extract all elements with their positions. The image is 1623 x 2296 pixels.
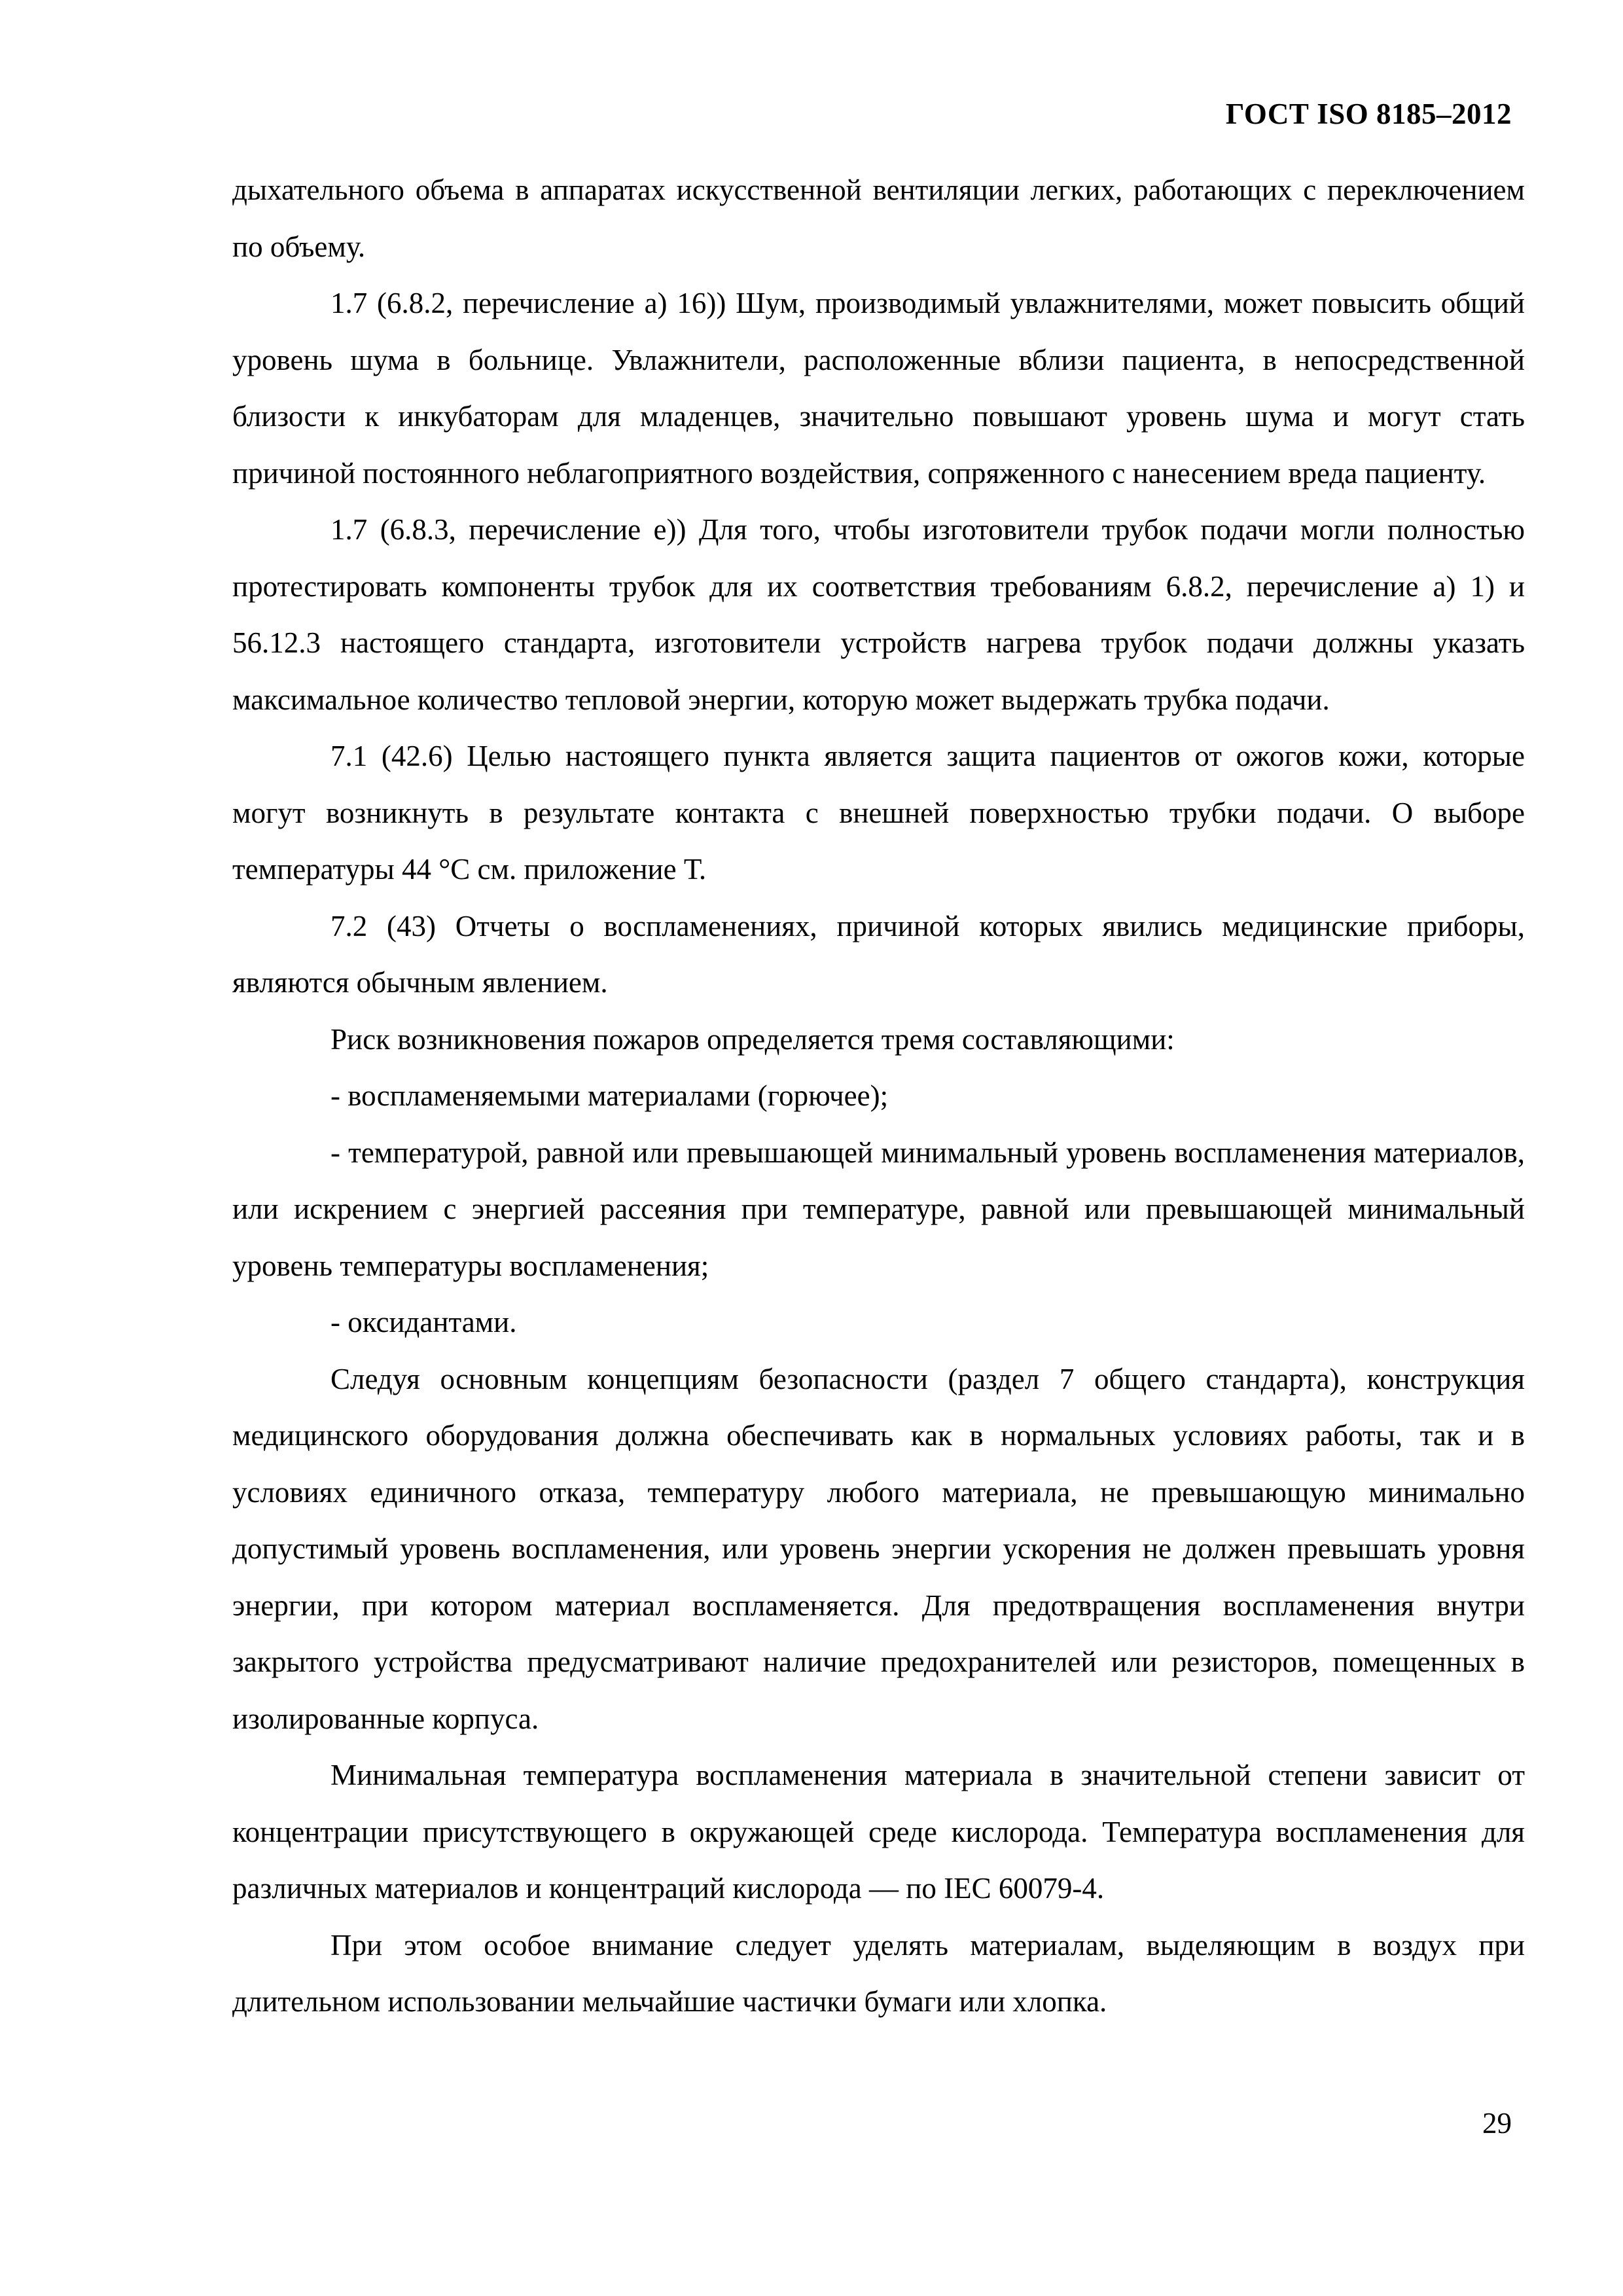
list-item-flammable: - воспламеняемыми материалами (горючее); bbox=[330, 1079, 889, 1112]
paragraph-safety-concepts: Следуя основным концепциям безопасности (раздел 7 общего стандарта), конструкция медицинского оборудования должна обеспечивать как в нормальных условиях работы, так и в условиях единичного отказа, температуру любого материала, не превышающую минимально допустимый уровень воспламенения, или уровень энергии ускорения не должен превышать уровня энергии, при котором материал воспламеняется. Для предотвращения воспламенения внутри закрытого устройства предусматривают наличие предохранителей или резисторов, помещенных в изолированные корпуса. bbox=[232, 1362, 1525, 1735]
paragraph-continuation: дыхательного объема в аппаратах искусственной вентиляции легких, работающих с переключением по объему. bbox=[232, 173, 1525, 263]
paragraph-1-7-noise: 1.7 (6.8.2, перечисление а) 16)) Шум, производимый увлажнителями, может повысить общий уровень шума в больнице. Увлажнители, расположенные вблизи пациента, в непосредственной близости к инкубаторам для младенцев, значительно повышают уровень шума и могут стать причиной постоянного неблагоприятного воздействия, сопряженного с нанесением вреда пациенту. bbox=[232, 287, 1525, 490]
paragraph-7-2-ignition: 7.2 (43) Отчеты о воспламенениях, причиной которых явились медицинские приборы, являются обычным явлением. bbox=[232, 909, 1525, 999]
document-body bbox=[232, 162, 1525, 2030]
list-item-oxidants: - оксидантами. bbox=[330, 1306, 517, 1338]
paragraph-special-attention: При этом особое внимание следует уделять материалам, выделяющим в воздух при длительном использовании мельчайшие частички бумаги или хлопка. bbox=[232, 1928, 1525, 2018]
page-number: 29 bbox=[1482, 2107, 1512, 2140]
list-item-temperature: - температурой, равной или превышающей минимальный уровень воспламенения материалов, или искрением с энергией рассеяния при температуре, равной или превышающей минимальный уровень температуры воспламенения; bbox=[232, 1136, 1525, 1282]
paragraph-min-ignition-temp: Минимальная температура воспламенения материала в значительной степени зависит от концентрации присутствующего в окружающей среде кислорода. Температура воспламенения для различных материалов и концентраций кислорода — по IEC 60079-4. bbox=[232, 1759, 1525, 1905]
paragraph-1-7-tubes: 1.7 (6.8.3, перечисление е)) Для того, чтобы изготовители трубок подачи могли полностью протестировать компоненты трубок для их соответствия требованиям 6.8.2, перечисление а) 1) и 56.12.3 настоящего стандарта, изготовители устройств нагрева трубок подачи должны указать максимальное количество тепловой энергии, которую может выдержать трубка подачи. bbox=[232, 513, 1525, 716]
document-code-header: ГОСТ ISO 8185–2012 bbox=[1225, 98, 1512, 130]
paragraph-fire-risk: Риск возникновения пожаров определяется тремя составляющими: bbox=[330, 1022, 1175, 1056]
paragraph-7-1-burns: 7.1 (42.6) Целью настоящего пункта является защита пациентов от ожогов кожи, которые могут возникнуть в результате контакта с внешней поверхностью трубки подачи. О выборе температуры 44 °С см. приложение Т. bbox=[232, 740, 1525, 886]
